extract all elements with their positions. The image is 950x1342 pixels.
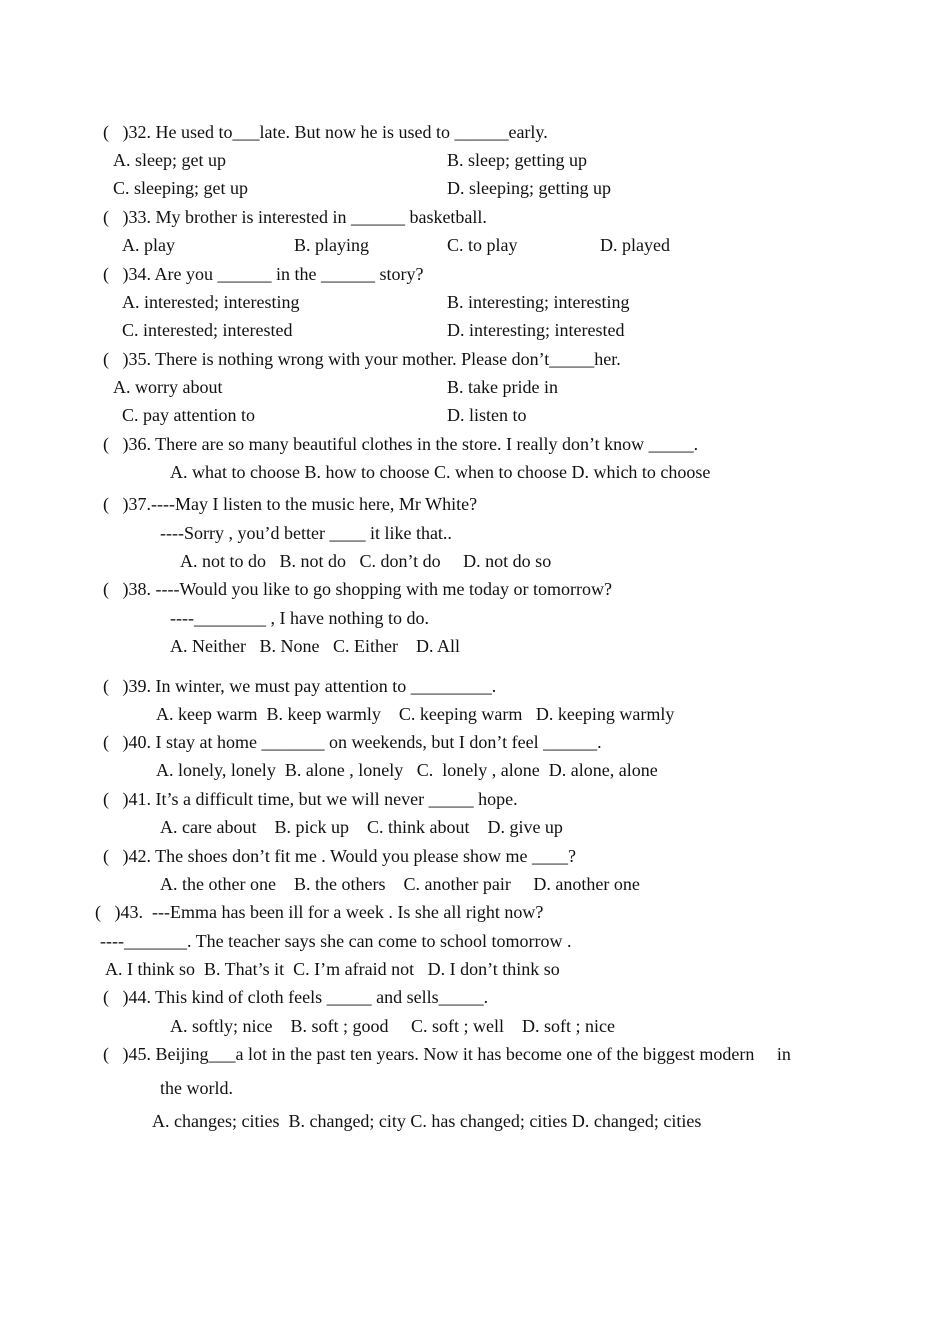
question-36-options: A. what to choose B. how to choose C. when to choose D. which to choose [170, 462, 711, 482]
question-40-options: A. lonely, lonely B. alone , lonely C. lonely , alone D. alone, alone [156, 760, 658, 780]
question-33-option-a: A. play [122, 235, 175, 255]
question-33-stem: ( )33. My brother is interested in ______ basketball. [103, 207, 487, 227]
question-37-stem: ( )37.----May I listen to the music here, Mr White? [103, 494, 478, 514]
question-44-stem: ( )44. This kind of cloth feels _____ and sells_____. [103, 987, 489, 1007]
question-45-stem-continued: the world. [160, 1078, 233, 1098]
question-34-stem: ( )34. Are you ______ in the ______ story? [103, 264, 424, 284]
question-33-option-d: D. played [600, 235, 670, 255]
question-34-option-b: B. interesting; interesting [447, 292, 630, 312]
question-43-stem-reply: ----_______. The teacher says she can come to school tomorrow . [100, 931, 572, 951]
question-40-stem: ( )40. I stay at home _______ on weekends, but I don’t feel ______. [103, 732, 602, 752]
question-45-options: A. changes; cities B. changed; city C. has changed; cities D. changed; cities [152, 1111, 702, 1131]
question-32-option-a: A. sleep; get up [113, 150, 226, 170]
question-43-stem: ( )43. ---Emma has been ill for a week . Is she all right now? [95, 902, 544, 922]
question-37-options: A. not to do B. not do C. don’t do D. not do so [180, 551, 552, 571]
question-37-stem-reply: ----Sorry , you’d better ____ it like that.. [160, 523, 452, 543]
question-32-option-c: C. sleeping; get up [113, 178, 248, 198]
question-35-option-a: A. worry about [113, 377, 223, 397]
question-35-option-d: D. listen to [447, 405, 527, 425]
question-35-stem: ( )35. There is nothing wrong with your mother. Please don’t_____her. [103, 349, 621, 369]
question-35-option-c: C. pay attention to [122, 405, 255, 425]
question-39-stem: ( )39. In winter, we must pay attention to _________. [103, 676, 497, 696]
question-34-option-d: D. interesting; interested [447, 320, 625, 340]
question-33-option-b: B. playing [294, 235, 369, 255]
question-42-stem: ( )42. The shoes don’t fit me . Would you please show me ____? [103, 846, 576, 866]
question-32-option-d: D. sleeping; getting up [447, 178, 611, 198]
question-38-stem: ( )38. ----Would you like to go shopping with me today or tomorrow? [103, 579, 612, 599]
question-42-options: A. the other one B. the others C. another pair D. another one [160, 874, 640, 894]
question-41-stem: ( )41. It’s a difficult time, but we will never _____ hope. [103, 789, 518, 809]
question-44-options: A. softly; nice B. soft ; good C. soft ; well D. soft ; nice [170, 1016, 615, 1036]
question-33-option-c: C. to play [447, 235, 518, 255]
question-36-stem: ( )36. There are so many beautiful clothes in the store. I really don’t know _____. [103, 434, 699, 454]
question-35-option-b: B. take pride in [447, 377, 558, 397]
question-41-options: A. care about B. pick up C. think about D. give up [160, 817, 563, 837]
question-32-stem: ( )32. He used to___late. But now he is used to ______early. [103, 122, 548, 142]
question-45-stem: ( )45. Beijing___a lot in the past ten years. Now it has become one of the biggest modern in [103, 1044, 791, 1064]
question-34-option-c: C. interested; interested [122, 320, 293, 340]
question-38-options: A. Neither B. None C. Either D. All [170, 636, 460, 656]
question-39-options: A. keep warm B. keep warmly C. keeping warm D. keeping warmly [156, 704, 675, 724]
question-34-option-a: A. interested; interesting [122, 292, 300, 312]
question-43-options: A. I think so B. That’s it C. I’m afraid not D. I don’t think so [105, 959, 560, 979]
question-32-option-b: B. sleep; getting up [447, 150, 587, 170]
question-38-stem-reply: ----________ , I have nothing to do. [170, 608, 429, 628]
